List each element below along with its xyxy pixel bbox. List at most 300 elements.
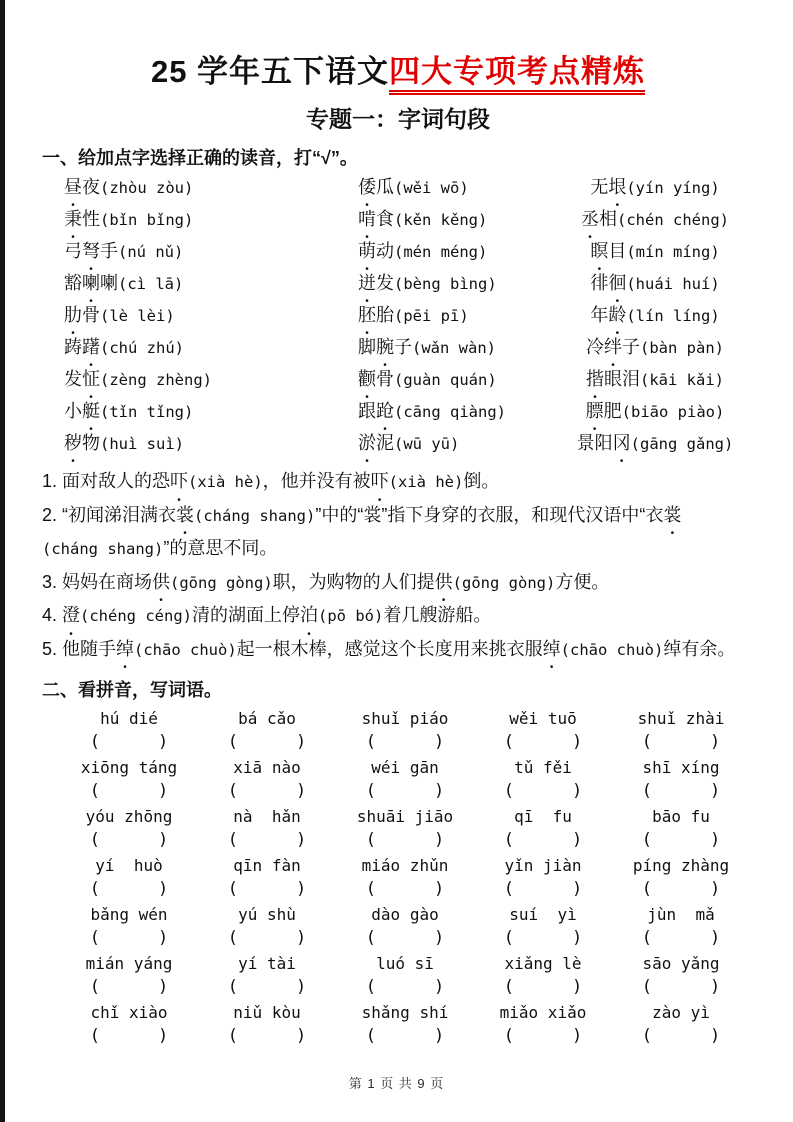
sentence-text: 4.: [42, 605, 63, 625]
pinyin-word-cell: [336, 852, 474, 901]
pinyin-word-cell: [474, 950, 612, 999]
page-title: [42, 46, 754, 91]
word-chinese: [358, 401, 394, 421]
answer-bracket: [474, 877, 612, 901]
word-chinese: [358, 177, 394, 197]
word-chinese: [64, 369, 100, 389]
sentence-text: 起一根木棒，感觉这个长度用来挑衣服: [236, 638, 543, 659]
pinyin-row: [60, 950, 750, 999]
bracket-open: (: [503, 781, 514, 801]
sentence-text: 1. 面对敌人的恐: [42, 471, 171, 491]
dotted-char: 秉: [64, 209, 82, 229]
word-pinyin: (yín yíng): [626, 179, 720, 197]
word-pinyin: (huái huí): [626, 275, 720, 293]
char: 动: [376, 241, 394, 261]
word-chinese: [358, 433, 394, 453]
pinyin-word-cell: [60, 901, 198, 950]
char: 子: [394, 337, 412, 357]
dotted-char: 肋: [64, 305, 82, 325]
word-item: [358, 331, 558, 363]
answer-bracket: [60, 730, 198, 754]
answer-bracket: [60, 975, 198, 999]
char: 手: [100, 241, 118, 261]
word-pinyin: (bǐn bǐng): [100, 211, 194, 229]
word-grid: [64, 171, 754, 459]
answer-bracket: [60, 828, 198, 852]
dotted-char: 颧: [358, 369, 376, 389]
word-item: [558, 203, 752, 235]
pinyin-word-cell: [60, 852, 198, 901]
pinyin-text: zào yì: [652, 1003, 710, 1022]
word-chinese: [64, 337, 100, 357]
sentence: [42, 499, 754, 566]
word-chinese: [64, 177, 100, 197]
word-chinese: [358, 305, 394, 325]
bracket-open: (: [503, 830, 514, 850]
char: 徘: [590, 273, 609, 293]
word-chinese: [577, 433, 631, 453]
word-column: [358, 171, 558, 459]
pinyin-word-cell: [612, 803, 750, 852]
dotted-char: 冈: [612, 433, 631, 453]
bracket-open: (: [641, 830, 652, 850]
answer-bracket: [336, 779, 474, 803]
dotted-char: 跄: [376, 401, 394, 421]
pinyin-word-cell: [612, 950, 750, 999]
answer-bracket: [612, 926, 750, 950]
sentence-text: 方便。: [555, 571, 610, 592]
char: 踌: [64, 337, 82, 357]
bracket-open: (: [641, 977, 652, 997]
char: 泪: [622, 369, 640, 389]
bracket-open: (: [227, 1026, 238, 1046]
char: 泥: [376, 433, 394, 453]
pinyin-word-cell: [60, 705, 198, 754]
bracket-open: (: [89, 1026, 100, 1046]
bracket-open: (: [89, 732, 100, 752]
char: 跟: [358, 401, 376, 421]
pinyin-text: wěi tuō: [509, 709, 577, 728]
bracket-open: (: [89, 879, 100, 899]
char: 发: [376, 273, 394, 293]
pinyin-text: nà hǎn: [233, 807, 301, 826]
answer-bracket: [336, 926, 474, 950]
bracket-open: (: [89, 830, 100, 850]
pinyin-text: xiā nào: [233, 758, 301, 777]
pinyin-option: (gōng gòng): [452, 573, 556, 592]
pinyin-text: jùn mǎ: [647, 905, 715, 924]
pinyin-option: (chāo chuò): [560, 640, 664, 659]
pinyin-text: yí huò: [95, 856, 163, 875]
pinyin-word-cell: [198, 803, 336, 852]
dotted-char: 泊: [300, 605, 318, 625]
word-chinese: [590, 177, 626, 197]
dotted-char: 供: [152, 571, 171, 592]
section1-heading: 一、给加点字选择正确的读音，打“√”。: [42, 148, 358, 168]
bracket-close: ): [158, 977, 169, 997]
pinyin-option: (chāo chuò): [134, 640, 237, 659]
scan-edge-artifact: [0, 0, 5, 1122]
pinyin-option: (cháng shang): [194, 506, 316, 525]
dotted-char: 吓: [170, 471, 189, 491]
answer-bracket: [60, 1024, 198, 1048]
dotted-char: 丞: [581, 209, 599, 229]
bracket-open: (: [641, 879, 652, 899]
pinyin-option: (cháng shang): [42, 540, 164, 558]
answer-bracket: [198, 975, 336, 999]
pinyin-text: yóu zhōng: [85, 807, 173, 826]
bracket-close: ): [434, 977, 445, 997]
pinyin-text: miáo zhǔn: [361, 856, 449, 875]
bracket-close: ): [572, 928, 583, 948]
bracket-open: (: [503, 977, 514, 997]
bracket-close: ): [434, 879, 445, 899]
char: 目: [608, 241, 627, 261]
dotted-char: 躇: [82, 337, 100, 357]
pinyin-text: shuǐ zhài: [637, 709, 725, 728]
pinyin-word-cell: [198, 754, 336, 803]
word-chinese: [64, 273, 118, 293]
word-pinyin: (huì suì): [100, 435, 184, 453]
bracket-open: (: [365, 830, 376, 850]
word-item: [358, 171, 558, 203]
answer-bracket: [336, 730, 474, 754]
word-item: [64, 331, 358, 363]
bracket-close: ): [572, 830, 583, 850]
bracket-close: ): [572, 732, 583, 752]
answer-bracket: [612, 828, 750, 852]
dotted-char: 绰: [542, 638, 561, 659]
word-item: [558, 331, 752, 363]
pinyin-word-cell: [198, 705, 336, 754]
char: 喇: [100, 273, 118, 293]
word-item: [358, 363, 558, 395]
word-chinese: [358, 209, 394, 229]
pinyin-text: qī fu: [514, 807, 572, 826]
answer-bracket: [60, 779, 198, 803]
bracket-close: ): [710, 830, 721, 850]
answer-bracket: [60, 926, 198, 950]
bracket-close: ): [158, 781, 169, 801]
dotted-char: 澄: [62, 605, 81, 625]
pinyin-option: (xià hè): [188, 473, 263, 491]
bracket-open: (: [365, 928, 376, 948]
word-pinyin: (biāo piào): [621, 403, 725, 421]
word-item: [358, 395, 558, 427]
char: 相: [599, 209, 617, 229]
answer-bracket: [198, 828, 336, 852]
pinyin-word-cell: [60, 950, 198, 999]
bracket-open: (: [641, 732, 652, 752]
bracket-open: (: [227, 781, 238, 801]
sentence-text: 倒。: [463, 471, 500, 491]
dotted-char: 萌: [358, 241, 376, 261]
dotted-char: 垠: [608, 177, 627, 197]
pinyin-text: yǐn jiàn: [504, 856, 582, 875]
section2-heading: 二、看拼音，写词语。: [42, 680, 222, 700]
word-chinese: [590, 305, 626, 325]
sentence-text: 绰有余。: [663, 638, 736, 659]
pinyin-word-cell: [474, 999, 612, 1048]
char: 胎: [376, 305, 394, 325]
pinyin-text: wéi gān: [371, 758, 439, 777]
word-chinese: [64, 305, 100, 325]
bracket-close: ): [572, 977, 583, 997]
pinyin-word-cell: [60, 754, 198, 803]
dotted-char: 腕: [376, 337, 394, 357]
bracket-close: ): [572, 1026, 583, 1046]
pinyin-word-cell: [612, 852, 750, 901]
char: 性: [82, 209, 100, 229]
sentence-text: 2. “初闻涕泪满衣: [42, 504, 177, 525]
word-pinyin: (wū yū): [394, 435, 460, 453]
word-chinese: [590, 241, 626, 261]
dotted-char: 弩: [82, 241, 100, 261]
pinyin-text: dào gào: [371, 905, 439, 924]
bracket-open: (: [641, 781, 652, 801]
pinyin-option: (pō bó): [318, 607, 384, 625]
word-item: [558, 427, 752, 459]
word-pinyin: (gāng gǎng): [630, 435, 734, 453]
word-item: [64, 427, 358, 459]
pinyin-text: shī xíng: [642, 758, 720, 777]
bracket-open: (: [503, 1026, 514, 1046]
bracket-close: ): [296, 781, 307, 801]
word-chinese: [358, 337, 412, 357]
dotted-char: 秽: [64, 433, 82, 453]
word-pinyin: (nú nǔ): [118, 243, 184, 261]
answer-bracket: [198, 730, 336, 754]
pinyin-text: niǔ kòu: [233, 1003, 301, 1022]
bracket-close: ): [572, 781, 583, 801]
char: 物: [82, 433, 100, 453]
word-item: [558, 363, 752, 395]
bracket-close: ): [296, 879, 307, 899]
answer-bracket: [198, 779, 336, 803]
sentence-text: ”的意思不同。: [163, 538, 278, 558]
char: 瓜: [376, 177, 394, 197]
sentence-list: [42, 465, 754, 666]
dotted-char: 供: [434, 571, 453, 592]
pinyin-text: bá cǎo: [238, 709, 296, 728]
pinyin-row: [60, 705, 750, 754]
word-item: [558, 395, 752, 427]
dotted-char: 淤: [358, 433, 376, 453]
bracket-open: (: [641, 928, 652, 948]
sentence-text: 清的湖面上停: [192, 605, 300, 625]
dotted-char: 徊: [608, 273, 627, 293]
pinyin-word-cell: [198, 852, 336, 901]
pinyin-text: bāo fu: [652, 807, 710, 826]
pinyin-text: shǎng shí: [361, 1003, 449, 1022]
word-item: [64, 395, 358, 427]
word-chinese: [581, 209, 617, 229]
pinyin-text: xiǎng lè: [504, 954, 582, 973]
answer-bracket: [612, 877, 750, 901]
char: 无: [590, 177, 609, 197]
answer-bracket: [336, 877, 474, 901]
page-number: 第 1 页 共 9 页: [348, 1076, 445, 1091]
pinyin-row: [60, 803, 750, 852]
bracket-open: (: [503, 732, 514, 752]
bracket-close: ): [158, 830, 169, 850]
dotted-char: 艇: [82, 401, 100, 421]
char: 年: [590, 305, 609, 325]
pinyin-text: luó sī: [376, 954, 434, 973]
word-chinese: [358, 241, 394, 261]
bracket-close: ): [710, 732, 721, 752]
answer-bracket: [474, 926, 612, 950]
pinyin-word-cell: [474, 901, 612, 950]
pinyin-word-cell: [612, 705, 750, 754]
word-pinyin: (cì lā): [118, 275, 184, 293]
bracket-open: (: [227, 830, 238, 850]
word-item: [64, 171, 358, 203]
bracket-close: ): [710, 1026, 721, 1046]
dotted-char: 倭: [358, 177, 376, 197]
answer-bracket: [336, 828, 474, 852]
pinyin-row: [60, 852, 750, 901]
word-pinyin: (bèng bìng): [394, 275, 497, 293]
pinyin-word-cell: [60, 803, 198, 852]
bracket-open: (: [227, 928, 238, 948]
char: 发: [64, 369, 82, 389]
char: 弓: [64, 241, 82, 261]
pinyin-word-cell: [612, 901, 750, 950]
answer-bracket: [612, 975, 750, 999]
answer-bracket: [198, 1024, 336, 1048]
bracket-close: ): [296, 830, 307, 850]
word-item: [558, 267, 752, 299]
sentence-text: ，他并没有被: [262, 471, 371, 491]
pinyin-row: [60, 999, 750, 1048]
sentence: [42, 633, 754, 667]
char: 豁: [64, 273, 82, 293]
word-pinyin: (kāi kǎi): [640, 371, 724, 389]
bracket-open: (: [641, 1026, 652, 1046]
answer-bracket: [612, 779, 750, 803]
char: 食: [376, 209, 394, 229]
pinyin-word-cell: [198, 950, 336, 999]
word-pinyin: (chén chéng): [617, 211, 729, 229]
word-item: [358, 267, 558, 299]
bracket-open: (: [503, 879, 514, 899]
pinyin-word-cell: [474, 852, 612, 901]
char: 小: [64, 401, 82, 421]
pinyin-option: (chéng céng): [80, 607, 192, 625]
title-accent: 四大专项考点精炼: [389, 54, 645, 95]
pinyin-text: tǔ fěi: [514, 758, 572, 777]
word-pinyin: (mín míng): [626, 243, 720, 261]
bracket-close: ): [434, 732, 445, 752]
bracket-close: ): [434, 830, 445, 850]
dotted-char: 啃: [358, 209, 376, 229]
answer-bracket: [336, 1024, 474, 1048]
page-content: [42, 0, 754, 1048]
word-pinyin: (zhòu zòu): [100, 179, 194, 197]
pinyin-text: shuāi jiāo: [356, 807, 454, 826]
answer-bracket: [336, 975, 474, 999]
pinyin-word-cell: [336, 705, 474, 754]
answer-bracket: [474, 779, 612, 803]
dotted-char: 龄: [608, 305, 627, 325]
sentence-text: 着几艘游船。: [383, 605, 492, 625]
pinyin-text: yú shù: [238, 905, 296, 924]
char: 阳: [594, 433, 613, 453]
dotted-char: 怔: [82, 369, 100, 389]
word-pinyin: (lè lèi): [100, 307, 175, 325]
pinyin-text: miǎo xiǎo: [499, 1003, 587, 1022]
word-pinyin: (bàn pàn): [640, 339, 724, 357]
bracket-open: (: [365, 781, 376, 801]
dotted-char: 裳: [176, 504, 195, 525]
char: 子: [622, 337, 640, 357]
pinyin-word-cell: [474, 754, 612, 803]
word-chinese: [64, 241, 118, 261]
bracket-open: (: [227, 732, 238, 752]
pinyin-text: chǐ xiào: [90, 1003, 168, 1022]
pinyin-word-cell: [336, 803, 474, 852]
char: 脚: [358, 337, 376, 357]
bracket-close: ): [710, 928, 721, 948]
dotted-char: 昼: [64, 177, 82, 197]
bracket-close: ): [710, 879, 721, 899]
pinyin-write-grid: [60, 705, 750, 1048]
dotted-char: 喇: [82, 273, 100, 293]
dotted-char: 揩: [586, 369, 604, 389]
char: 骨: [82, 305, 100, 325]
pinyin-word-cell: [336, 901, 474, 950]
pinyin-text: hú dié: [100, 709, 158, 728]
word-item: [358, 427, 558, 459]
sentence: [42, 465, 754, 499]
char: 冷: [586, 337, 604, 357]
answer-bracket: [474, 828, 612, 852]
bracket-close: ): [158, 732, 169, 752]
char: 肥: [603, 401, 622, 421]
word-column: [558, 171, 752, 459]
bracket-open: (: [365, 1026, 376, 1046]
word-column: [64, 171, 358, 459]
pinyin-text: xiōng táng: [80, 758, 178, 777]
bracket-open: (: [365, 977, 376, 997]
dotted-char: 裳: [663, 504, 682, 525]
dotted-char: 膘: [585, 401, 604, 421]
pinyin-word-cell: [60, 999, 198, 1048]
pinyin-word-cell: [336, 950, 474, 999]
dotted-char: 绊: [604, 337, 622, 357]
bracket-open: (: [89, 781, 100, 801]
sentence-text: ”中的“裳”指下身穿的衣服，和现代汉语中“衣: [315, 504, 664, 525]
pinyin-text: mián yáng: [85, 954, 173, 973]
answer-bracket: [198, 877, 336, 901]
bracket-open: (: [89, 928, 100, 948]
answer-bracket: [612, 1024, 750, 1048]
word-pinyin: (kěn kěng): [394, 211, 488, 229]
word-pinyin: (lín líng): [626, 307, 720, 325]
word-item: [64, 203, 358, 235]
word-chinese: [64, 209, 100, 229]
word-chinese: [586, 337, 640, 357]
bracket-open: (: [227, 879, 238, 899]
pinyin-text: yí tài: [238, 954, 296, 973]
word-chinese: [64, 401, 100, 421]
word-item: [64, 235, 358, 267]
bracket-close: ): [434, 928, 445, 948]
word-pinyin: (zèng zhèng): [100, 371, 212, 389]
pinyin-text: suí yì: [509, 905, 577, 924]
dotted-char: 瞑: [590, 241, 609, 261]
